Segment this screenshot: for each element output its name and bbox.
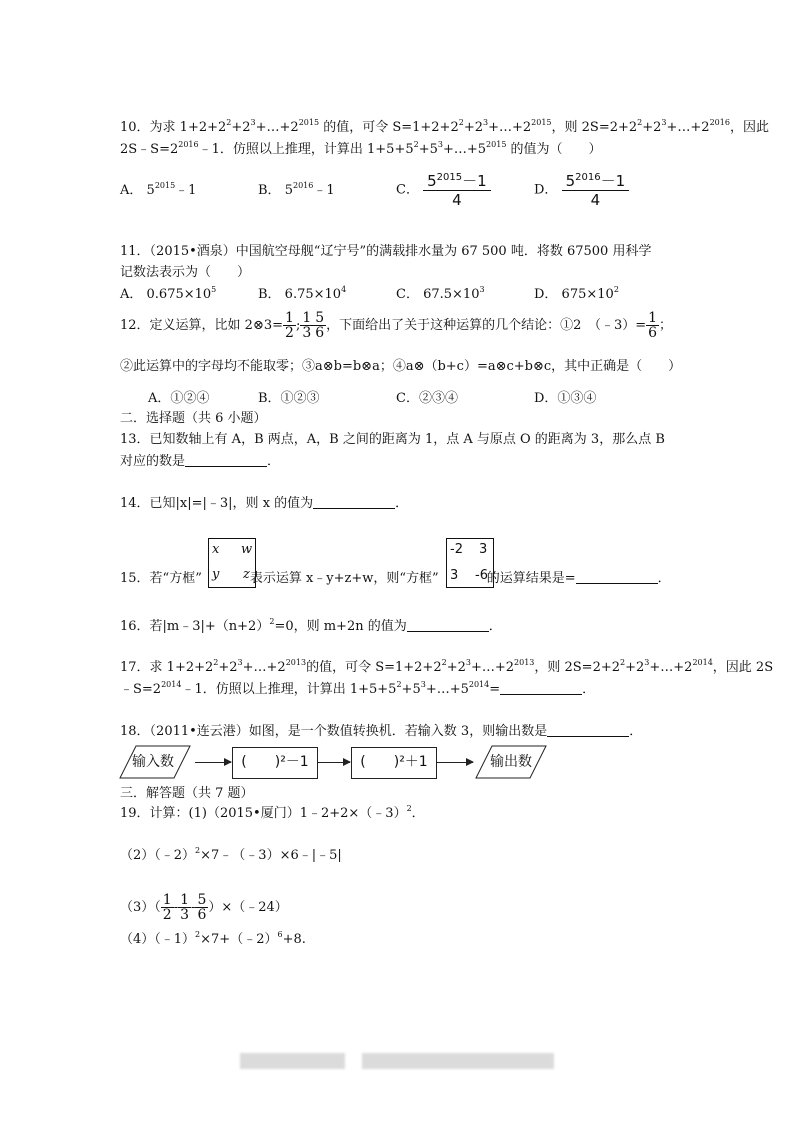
box-letter-z: z	[243, 567, 250, 582]
q15-answer-blank[interactable]	[576, 583, 658, 584]
q12-fraction-3: $\frac{5}{6}$	[315, 310, 325, 341]
q18: 18．（2011•连云港）如图，是一个数值转换机．若输入数 3，则输出数是 ．	[120, 724, 643, 739]
q15: 15．若“方框” 表示运算 x﹣y+z+w，则“方框” 的运算结果是= ．	[120, 571, 671, 586]
q15-operator-box-numbers	[446, 538, 494, 588]
q17-line2: $﹣S=2^{2014}﹣1$．仿照以上推理，计算出 $1+5+5^2+5^3+\dots+5^{2014}=$ ．	[120, 680, 596, 697]
q19-part2: （2）（﹣2）$^2$×7﹣（﹣3）×6﹣|﹣5|	[120, 846, 342, 863]
box-letter-x: x	[212, 542, 220, 557]
q16-answer-blank[interactable]	[407, 631, 489, 632]
q19-line1: 19．计算：(1)（2015•厦门）1﹣2+2×（﹣3）$^2$．	[120, 804, 425, 821]
q17-answer-blank[interactable]	[500, 694, 582, 695]
q10-option-a: A． $5^{2015}﹣1$	[120, 181, 197, 198]
q19-fraction-3: $\frac{5}{6}$	[197, 892, 207, 923]
q19-part4: （4）（﹣1）$^2$×7+（﹣2）$^6$+8.	[120, 930, 306, 947]
flow-output-label: 输出数	[490, 754, 532, 770]
box-number-bottom-right: -6	[475, 568, 488, 583]
q10-option-b: B． $5^{2016}﹣1$	[258, 181, 335, 198]
flow-arrow-3	[437, 762, 473, 763]
q19-part3: （3）（ $\frac{1}{2}$ - $\frac{1}{3}$ - $\frac{5}{6}$ ）×（﹣24）	[120, 892, 288, 923]
flow-step-2: ( )²＋1	[351, 747, 437, 779]
q12-fraction-4: $\frac{1}{6}$	[648, 310, 658, 341]
footer-watermark-left	[240, 1053, 345, 1069]
q13-line1: 13．已知数轴上有 A，B 两点，A，B 之间的距离为 1，点 A 与原点 O 的距离为 3，那么点 B	[120, 432, 665, 447]
q14: 14．已知|x|=|﹣3|，则 x 的值为 ．	[120, 496, 409, 511]
flow-input-label: 输入数	[132, 754, 174, 770]
section-3-heading: 三．解答题（共 7 题）	[120, 786, 254, 801]
q10-option-c: C． $\frac{5^{2015}-1}{4}$	[396, 172, 491, 209]
q13-answer-blank[interactable]	[185, 466, 267, 467]
q11-line1: 11．（2015•酒泉）中国航空母舰“辽宁号”的满载排水量为 67 500 吨．将数 67500 用科学	[120, 244, 652, 259]
box-number-bottom-left: 3	[450, 568, 459, 583]
q18-answer-blank[interactable]	[547, 736, 629, 737]
q16: 16．若$|m﹣3|+(n+2)^2=0$，则 m+2n 的值为 ．	[120, 617, 502, 634]
q13-line2: 对应的数是 ．	[120, 454, 281, 469]
q12-option-c: C．②③④	[396, 391, 458, 406]
q10-option-d: D． $\frac{5^{2016}-1}{4}$	[534, 172, 629, 209]
q15-operator-box-letters	[208, 538, 256, 588]
q11-line2: 记数法表示为（ ）	[120, 265, 251, 280]
q12-option-b: B．①②③	[258, 391, 320, 406]
box-number-top-right: 3	[479, 542, 488, 557]
q11-option-b: B． $6.75\times 10^4$	[258, 285, 347, 302]
q10-line2: $2S﹣S=2^{2016}﹣1$．仿照以上推理，计算出 $1+5+5^2+5^3+\dots+5^{2015}$ 的值为（ ）	[120, 140, 602, 157]
q11-option-d: D． $675\times 10^2$	[534, 285, 619, 302]
q12-line1: 12．定义运算，比如 2⊗3= $\frac{1}{2}$ ; $\frac{1}{3}$ $\frac{5}{6}$ ，下面给出了关于这种运算的几个结论：①2 （﹣3）= $\frac{1}{6}$ ；	[120, 310, 673, 341]
q12-fraction-1: $\frac{1}{2}$	[285, 310, 294, 341]
flow-arrow-1	[195, 762, 231, 763]
q12-line2: ②此运算中的字母均不能取零；③a⊗b=b⊗a；④a⊗（b+c）=a⊗c+b⊗c，其中正确是（ ）	[120, 359, 682, 374]
q11-option-a: A． $0.675\times 10^5$	[120, 285, 217, 302]
flow-step-1: ( )²－1	[232, 747, 318, 779]
q10-option-d-fraction: $\frac{5^{2016}-1}{4}$	[562, 172, 630, 209]
section-2-heading: 二．选择题（共 6 小题）	[120, 411, 267, 426]
q12-fraction-2: $\frac{1}{3}$	[302, 310, 312, 341]
box-number-top-left: -2	[450, 542, 463, 557]
q17-line1: 17．求 $1+2+2^2+2^3+\dots+2^{2013}$的值，可令 $S=1+2+2^2+2^3+\dots+2^{2013}$，则 $2S=2+2^2+2^3+\dots+2^{2014}$，因此 2S	[120, 658, 774, 675]
box-letter-w: w	[241, 542, 253, 557]
q12-option-a: A．①②④	[148, 391, 210, 406]
flow-arrow-2	[318, 762, 350, 763]
q10-line1: 10．为求 $1+2+2^2+2^3+\dots+2^{2015}$ 的值，可令 $S=1+2+2^2+2^3+\dots+2^{2015}$，则 $2S=2+2^2+2^3+\dots+2^{2016}$，因此	[120, 118, 769, 135]
q10-option-c-fraction: $\frac{5^{2015}-1}{4}$	[423, 172, 491, 209]
q12-option-d: D．①③④	[534, 391, 597, 406]
q19-fraction-1: $\frac{1}{2}$	[162, 892, 172, 923]
q14-answer-blank[interactable]	[313, 508, 395, 509]
box-letter-y: y	[212, 567, 220, 582]
q11-option-c: C． $67.5\times 10^3$	[396, 285, 485, 302]
footer-watermark-right	[362, 1053, 554, 1069]
q19-fraction-2: $\frac{1}{3}$	[180, 892, 190, 923]
